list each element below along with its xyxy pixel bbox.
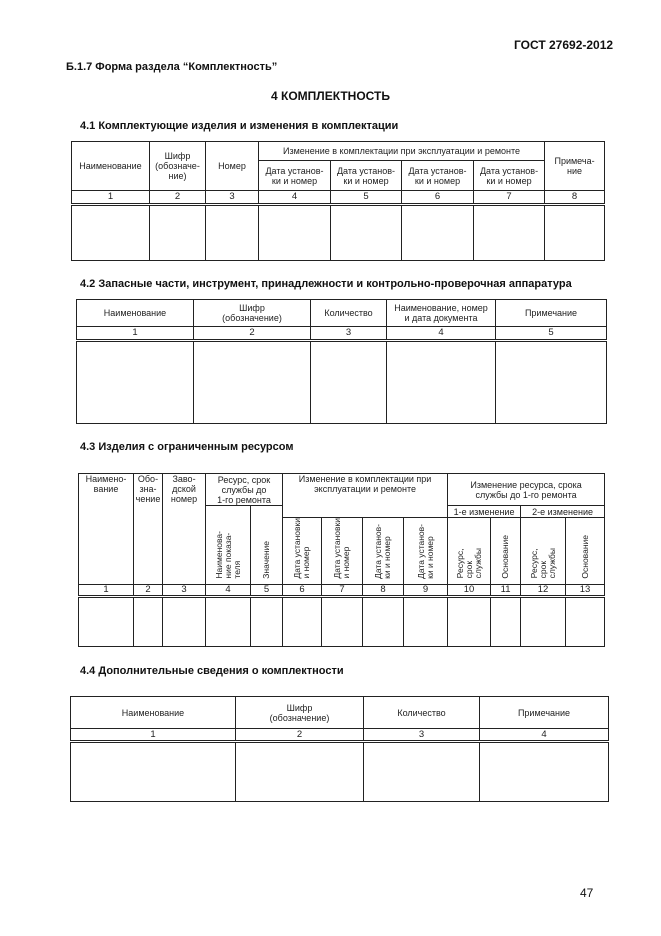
blank-cell bbox=[480, 742, 609, 802]
col-value-header: Значение bbox=[251, 506, 283, 585]
column-number: 9 bbox=[404, 584, 448, 596]
col-note-header: Примечание bbox=[496, 300, 607, 327]
components-table bbox=[71, 141, 605, 261]
column-number: 5 bbox=[251, 584, 283, 596]
col-note-header: Примеча- ние bbox=[545, 142, 605, 191]
spare-parts-table bbox=[76, 299, 607, 424]
blank-cell bbox=[283, 596, 322, 646]
col-document-header: Наименование, номер и дата документа bbox=[387, 300, 496, 327]
col-basis-header: Основание bbox=[566, 518, 605, 585]
blank-cell bbox=[134, 596, 163, 646]
first-change-header: 1-е изменение bbox=[448, 506, 521, 518]
blank-cell bbox=[491, 596, 521, 646]
col-resource-header: Ресурс, срок службы bbox=[448, 518, 491, 585]
col-code-header: Обо- зна- чение bbox=[134, 474, 163, 585]
second-change-header: 2-е изменение bbox=[521, 506, 605, 518]
table-2-heading: 4.2 Запасные части, инструмент, принадлежности и контрольно-проверочная аппаратура bbox=[80, 278, 572, 290]
column-number: 13 bbox=[566, 584, 605, 596]
document-code: ГОСТ 27692-2012 bbox=[514, 38, 614, 52]
blank-cell bbox=[163, 596, 206, 646]
blank-cell bbox=[448, 596, 491, 646]
col-install-date-header: Дата установ- ки и номер bbox=[259, 161, 331, 191]
col-name-header: Наимено- вание bbox=[79, 474, 134, 585]
column-number: 3 bbox=[206, 191, 259, 205]
blank-cell bbox=[521, 596, 566, 646]
blank-cell bbox=[311, 341, 387, 424]
section-title: 4 КОМПЛЕКТНОСТЬ bbox=[271, 89, 390, 103]
column-number: 6 bbox=[283, 584, 322, 596]
column-number: 3 bbox=[163, 584, 206, 596]
col-code-header: Шифр (обозначение) bbox=[236, 697, 364, 729]
col-note-header: Примечание bbox=[480, 697, 609, 729]
col-install-date-header: Дата установ- ки и номер bbox=[363, 518, 404, 585]
blank-cell bbox=[236, 742, 364, 802]
blank-cell bbox=[364, 742, 480, 802]
column-number: 2 bbox=[150, 191, 206, 205]
column-number: 4 bbox=[480, 729, 609, 742]
column-number: 10 bbox=[448, 584, 491, 596]
col-resource-header: Ресурс, срок службы bbox=[521, 518, 566, 585]
limited-resource-table bbox=[78, 473, 605, 647]
col-factory-number-header: Заво- дской номер bbox=[163, 474, 206, 585]
column-number: 1 bbox=[72, 191, 150, 205]
blank-cell bbox=[545, 205, 605, 261]
column-number: 8 bbox=[363, 584, 404, 596]
column-number: 2 bbox=[236, 729, 364, 742]
blank-cell bbox=[71, 742, 236, 802]
col-quantity-header: Количество bbox=[364, 697, 480, 729]
blank-cell bbox=[402, 205, 474, 261]
column-number: 11 bbox=[491, 584, 521, 596]
column-number: 5 bbox=[496, 327, 607, 341]
col-indicator-header: Наименова- ние показа- теля bbox=[206, 506, 251, 585]
col-install-date-header: Дата установ- ки и номер bbox=[404, 518, 448, 585]
blank-cell bbox=[387, 341, 496, 424]
col-install-date-header: Дата установки и номер bbox=[322, 518, 363, 585]
col-install-date-header: Дата установ- ки и номер bbox=[474, 161, 545, 191]
blank-cell bbox=[566, 596, 605, 646]
resource-change-group-header: Изменение ресурса, срока службы до 1-го ремонта bbox=[448, 474, 605, 506]
column-number: 3 bbox=[311, 327, 387, 341]
blank-cell bbox=[363, 596, 404, 646]
column-number: 8 bbox=[545, 191, 605, 205]
column-number: 7 bbox=[474, 191, 545, 205]
blank-cell bbox=[77, 341, 194, 424]
column-number: 4 bbox=[387, 327, 496, 341]
resource-group-header: Ресурс, срок службы до 1-го ремонта bbox=[206, 474, 283, 506]
blank-cell bbox=[474, 205, 545, 261]
col-number-header: Номер bbox=[206, 142, 259, 191]
table-3-heading: 4.3 Изделия с ограниченным ресурсом bbox=[80, 441, 294, 453]
col-name-header: Наименование bbox=[71, 697, 236, 729]
col-quantity-header: Количество bbox=[311, 300, 387, 327]
blank-cell bbox=[404, 596, 448, 646]
col-name-header: Наименование bbox=[72, 142, 150, 191]
col-install-date-header: Дата установ- ки и номер bbox=[402, 161, 474, 191]
blank-cell bbox=[194, 341, 311, 424]
blank-cell bbox=[150, 205, 206, 261]
col-code-header: Шифр (обозначе- ние) bbox=[150, 142, 206, 191]
col-basis-header: Основание bbox=[491, 518, 521, 585]
table-1-heading: 4.1 Комплектующие изделия и изменения в комплектации bbox=[80, 120, 399, 132]
change-group-header: Изменение в комплектации при эксплуатации и ремонте bbox=[283, 474, 448, 518]
column-number: 6 bbox=[402, 191, 474, 205]
column-number: 1 bbox=[77, 327, 194, 341]
column-number: 2 bbox=[194, 327, 311, 341]
blank-cell bbox=[206, 205, 259, 261]
column-number: 1 bbox=[79, 584, 134, 596]
column-number: 5 bbox=[331, 191, 402, 205]
blank-cell bbox=[206, 596, 251, 646]
additional-info-table bbox=[70, 696, 609, 802]
col-install-date-header: Дата установки и номер bbox=[283, 518, 322, 585]
col-code-header: Шифр (обозначение) bbox=[194, 300, 311, 327]
blank-cell bbox=[496, 341, 607, 424]
page-number: 47 bbox=[580, 886, 594, 900]
col-name-header: Наименование bbox=[77, 300, 194, 327]
column-number: 12 bbox=[521, 584, 566, 596]
col-install-date-header: Дата установ- ки и номер bbox=[331, 161, 402, 191]
column-number: 1 bbox=[71, 729, 236, 742]
column-number: 4 bbox=[206, 584, 251, 596]
column-number: 7 bbox=[322, 584, 363, 596]
blank-cell bbox=[79, 596, 134, 646]
blank-cell bbox=[251, 596, 283, 646]
blank-cell bbox=[331, 205, 402, 261]
blank-cell bbox=[72, 205, 150, 261]
blank-cell bbox=[322, 596, 363, 646]
appendix-heading: Б.1.7 Форма раздела “Комплектность” bbox=[66, 61, 278, 73]
column-number: 4 bbox=[259, 191, 331, 205]
table-4-heading: 4.4 Дополнительные сведения о комплектности bbox=[80, 665, 344, 677]
column-number: 3 bbox=[364, 729, 480, 742]
column-number: 2 bbox=[134, 584, 163, 596]
blank-cell bbox=[259, 205, 331, 261]
change-group-header: Изменение в комплектации при эксплуатации и ремонте bbox=[259, 142, 545, 161]
